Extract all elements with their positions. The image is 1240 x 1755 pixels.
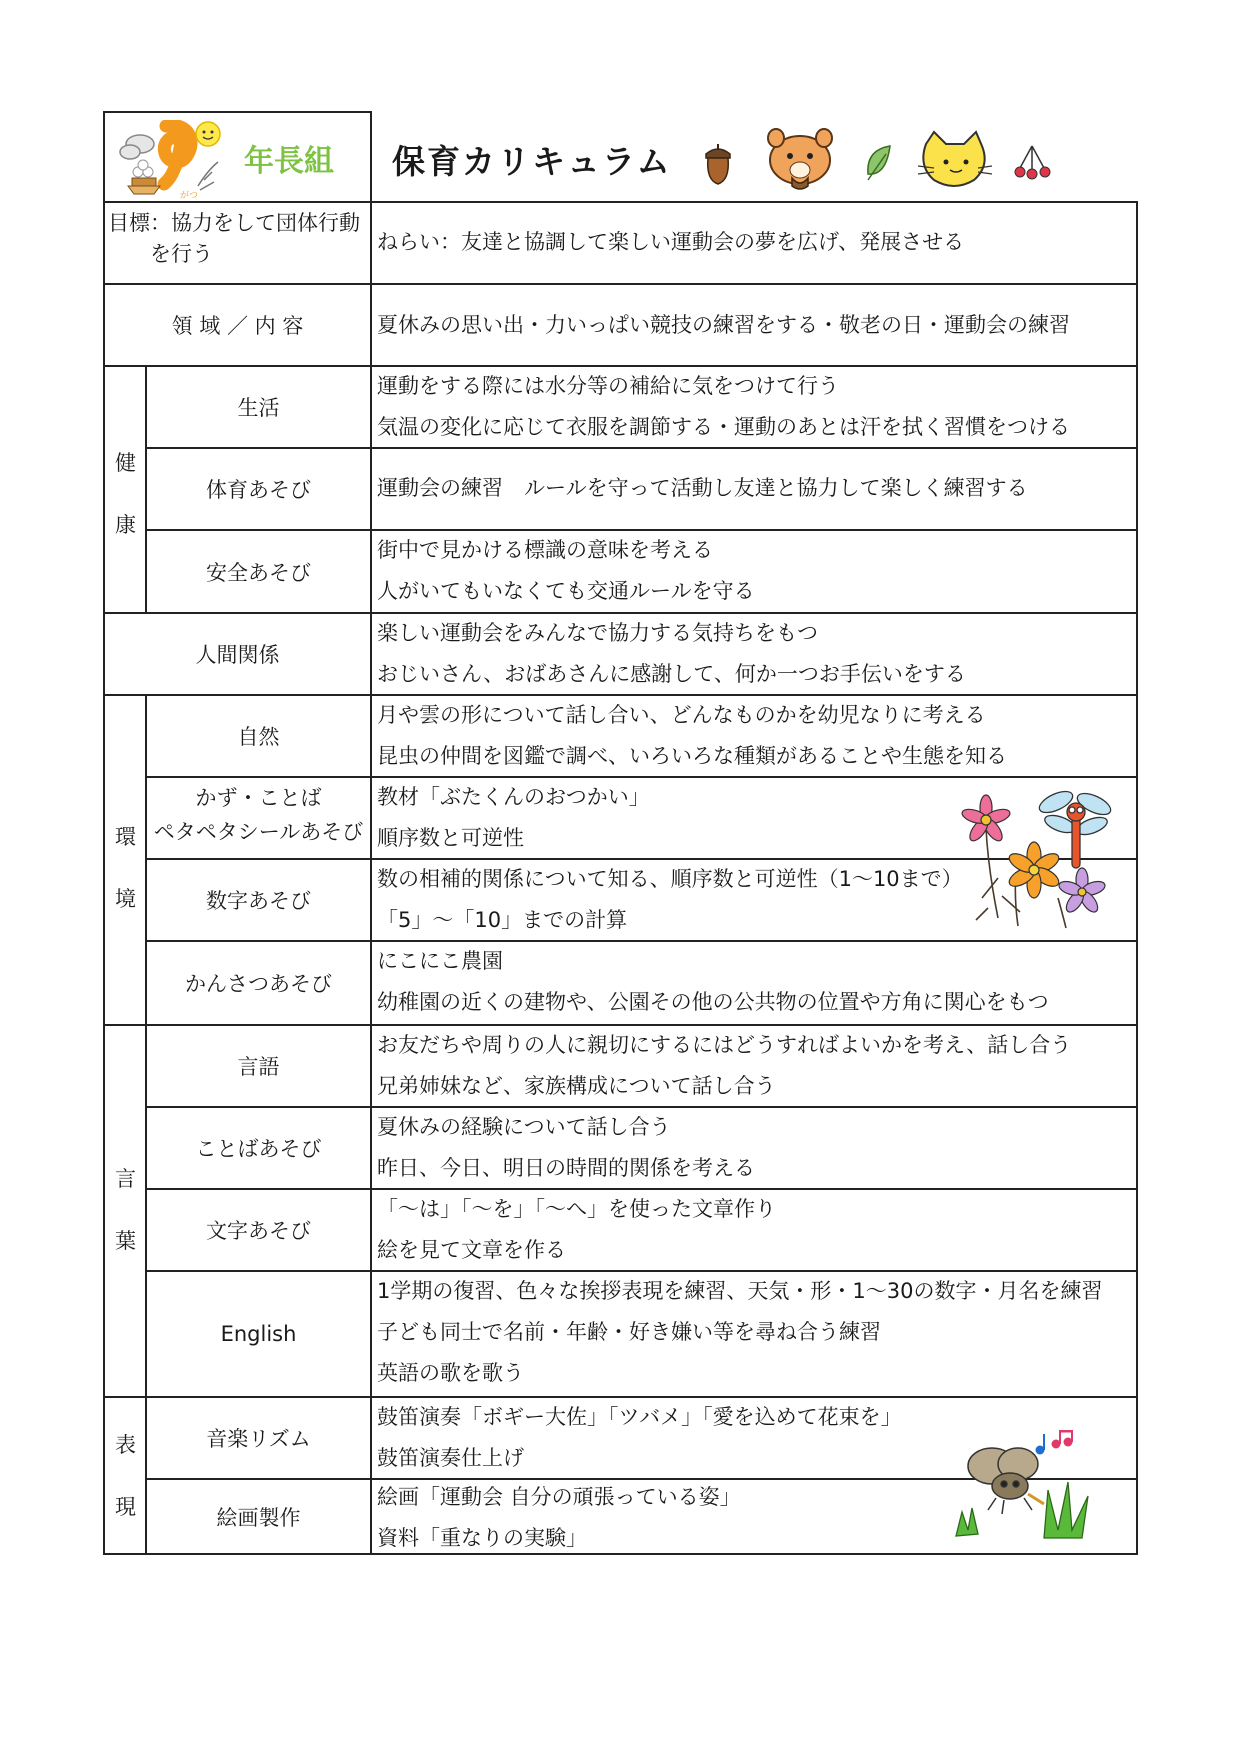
section-environment-label	[105, 806, 146, 930]
row-label-kaiga: 絵画製作	[216, 1505, 301, 1530]
content-line: 人がいてもいなくても交通ルールを守る	[377, 579, 755, 603]
content-line: 昨日、今日、明日の時間的関係を考える	[377, 1156, 755, 1180]
berries-icon	[1010, 144, 1056, 184]
class-name: 年長組	[244, 144, 334, 179]
goal-label-line1: 目標：協力をして団体行動	[108, 211, 360, 235]
row-label-english: English	[220, 1322, 297, 1346]
content-line: 「5」〜「10」までの計算	[377, 908, 628, 932]
month-badge-sub: がつ	[180, 191, 199, 200]
row-content-suuji	[377, 859, 963, 941]
content-line: 絵を見て文章を作る	[377, 1238, 566, 1262]
row-content-moji-asobi	[377, 1189, 776, 1271]
row-content-shizen	[377, 695, 1007, 777]
row-label-suuji: 数字あそび	[206, 889, 311, 913]
leaf-icon	[862, 142, 896, 184]
domain-header-content: 夏休みの思い出・力いっぱい競技の練習をする・敬老の日・運動会の練習	[377, 313, 1070, 337]
row-label-anzen: 安全あそび	[206, 560, 311, 585]
content-line: 絵画「運動会 自分の頑張っている姿」	[377, 1485, 741, 1509]
section-expression-char-2: 現	[115, 1495, 136, 1519]
row-label-kazu-kotoba	[147, 781, 370, 849]
cat-icon	[916, 130, 994, 192]
content-line: 運動会の練習 ルールを守って活動し友達と協力して楽しく練習する	[377, 476, 1028, 500]
content-line: 子ども同士で名前・年齢・好き嫌い等を尋ね合う練習	[377, 1320, 881, 1344]
section-language-label	[105, 1148, 146, 1272]
section-health-char-2: 康	[115, 513, 136, 537]
row-label-kansatsu: かんさつあそび	[185, 972, 332, 996]
header-badge-cell	[104, 112, 372, 203]
content-line: 教材「ぶたくんのおつかい」	[377, 785, 650, 809]
row-content-ongaku	[377, 1397, 902, 1479]
row-content-relations	[377, 613, 966, 695]
row-content-anzen	[377, 530, 755, 612]
content-line: 鼓笛演奏「ボギー大佐」「ツバメ」「愛を込めて花束を」	[377, 1405, 902, 1429]
content-line: 鼓笛演奏仕上げ	[377, 1446, 524, 1470]
row-content-english	[377, 1271, 1102, 1394]
content-line: 順序数と可逆性	[377, 826, 524, 850]
section-language-char-2: 葉	[115, 1229, 136, 1253]
goal-aim: ねらい：友達と協調して楽しい運動会の夢を広げ、発展させる	[377, 230, 965, 254]
section-environment-char-1: 環	[115, 825, 136, 849]
row-label-kotoba-asobi: ことばあそび	[195, 1137, 322, 1161]
content-line: 1学期の復習、色々な挨拶表現を練習、天気・形・1〜30の数字・月名を練習	[377, 1279, 1103, 1303]
content-line: 月や雲の形について話し合い、どんなものかを幼児なりに考える	[377, 703, 986, 727]
section-language-char-1: 言	[115, 1167, 136, 1191]
month-badge-icon	[118, 120, 228, 200]
cosmos-dragonfly-illustration	[958, 788, 1118, 930]
content-line: にこにこ農園	[377, 949, 503, 973]
section-health-label	[105, 432, 146, 556]
row-label-line: ペタペタシールあそび	[153, 820, 364, 844]
page-title: 保育カリキュラム	[392, 142, 672, 181]
row-content-taiiku	[377, 468, 1028, 509]
content-line: 「〜は」「〜を」「〜へ」を使った文章作り	[377, 1197, 776, 1221]
content-line: 運動をする際には水分等の補給に気をつけて行う	[377, 374, 839, 398]
goal-label-line2: を行う	[150, 242, 213, 266]
content-line: おじいさん、おばあさんに感謝して、何か一つお手伝いをする	[377, 662, 966, 686]
section-environment-char-2: 境	[115, 887, 136, 911]
row-label-seikatsu: 生活	[237, 396, 280, 420]
goal-label	[108, 208, 370, 270]
content-line: 兄弟姉妹など、家族構成について話し合う	[377, 1074, 776, 1098]
content-line: お友だちや周りの人に親切にするにはどうすればよいかを考え、話し合う	[377, 1033, 1072, 1057]
content-line: 資料「重なりの実験」	[377, 1526, 587, 1550]
content-line: 英語の歌を歌う	[377, 1361, 524, 1385]
row-content-kaiga	[377, 1477, 741, 1559]
content-line: 数の相補的関係について知る、順序数と可逆性（1〜10まで）	[377, 867, 963, 891]
content-line: 楽しい運動会をみんなで協力する気持ちをもつ	[377, 621, 818, 645]
content-line: 夏休みの経験について話し合う	[377, 1115, 671, 1139]
section-relations-label: 人間関係	[195, 643, 280, 667]
section-health-char-1: 健	[115, 451, 136, 475]
acorn-icon	[700, 136, 736, 188]
row-label-taiiku: 体育あそび	[206, 478, 311, 502]
row-label-moji-asobi: 文字あそび	[206, 1219, 311, 1243]
domain-header-label: 領 域 ／ 内 容	[171, 314, 304, 338]
row-content-kotoba-asobi	[377, 1107, 755, 1189]
row-content-kansatsu	[377, 941, 1049, 1023]
content-line: 街中で見かける標識の意味を考える	[377, 538, 713, 562]
squirrel-icon	[762, 126, 838, 194]
section-expression-char-1: 表	[115, 1433, 136, 1457]
row-content-kazu-kotoba	[377, 777, 650, 859]
row-label-line: かず・ことば	[195, 786, 322, 810]
content-line: 気温の変化に応じて衣服を調節する・運動のあとは汗を拭く習慣をつける	[377, 415, 1070, 439]
beetle-music-illustration	[948, 1430, 1096, 1540]
row-label-shizen: 自然	[237, 725, 280, 749]
row-label-gengo: 言語	[237, 1055, 280, 1079]
content-line: 昆虫の仲間を図鑑で調べ、いろいろな種類があることや生態を知る	[377, 744, 1007, 768]
section-expression-label	[105, 1414, 146, 1538]
row-content-seikatsu	[377, 366, 1070, 448]
row-label-ongaku: 音楽リズム	[206, 1427, 311, 1451]
row-content-gengo	[377, 1025, 1071, 1107]
content-line: 幼稚園の近くの建物や、公園その他の公共物の位置や方角に関心をもつ	[377, 990, 1049, 1014]
